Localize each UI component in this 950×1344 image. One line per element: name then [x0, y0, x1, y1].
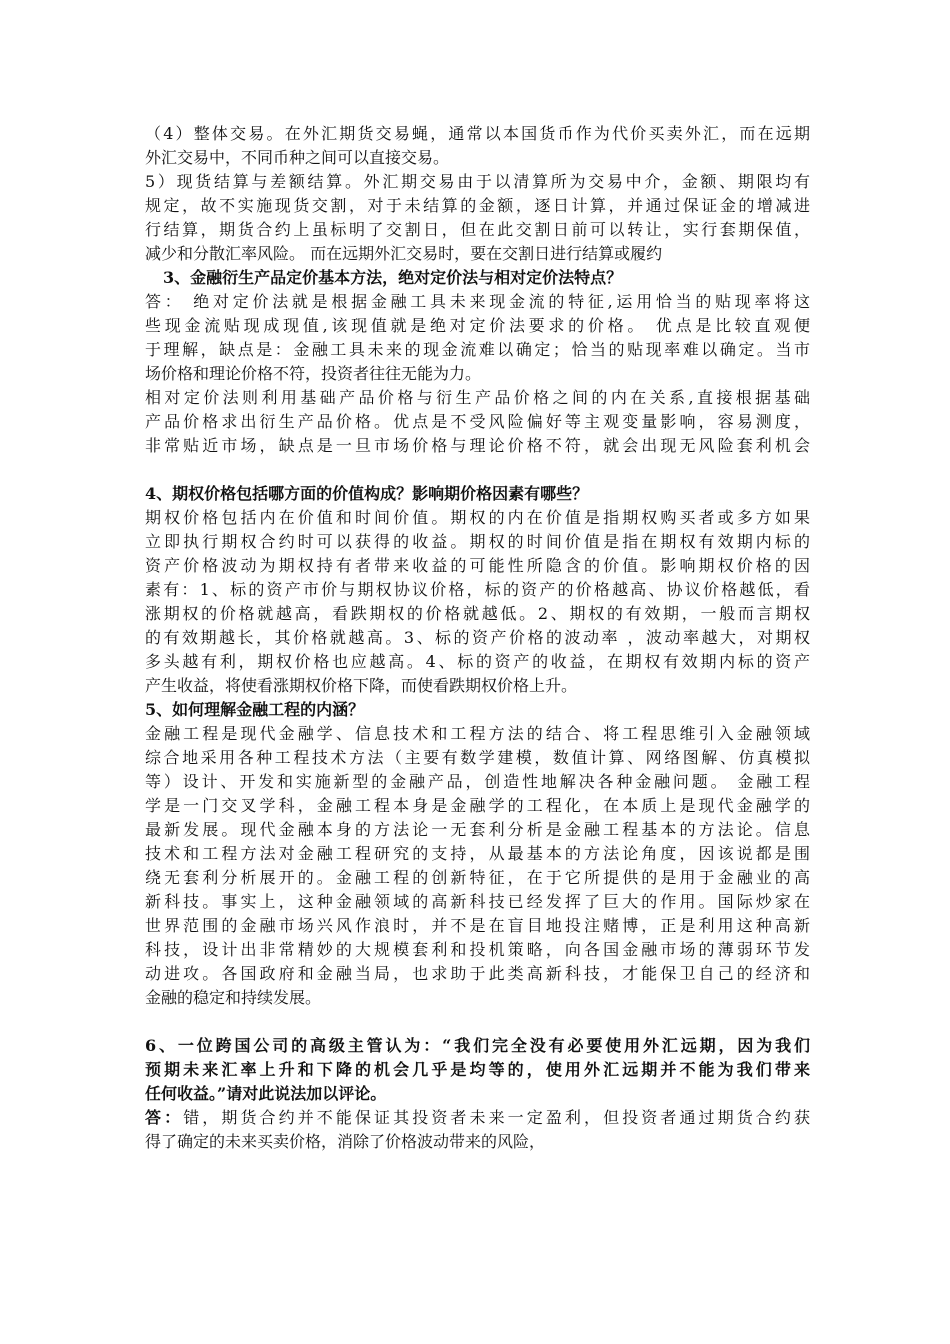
text-line: 场价格和理论价格不符，投资者往往无能为力。 [145, 364, 482, 383]
text-line: 多头越有利，期权价格也应越高。4、标的资产的收益，在期权有效期内标的资产 [145, 652, 810, 671]
question-5-heading: 5、如何理解金融工程的内涵？ [145, 700, 365, 719]
text-line: 立即执行期权合约时可以获得的收益。期权的时间价值是指在期权有效期内标的 [145, 532, 810, 551]
question-6-answer [145, 1106, 810, 1154]
text-line [145, 1106, 810, 1130]
text-line: 科技，设计出非常精妙的大规模套利和投机策略，向各国金融市场的薄弱环节发 [145, 940, 810, 959]
text-line: 相对定价法则利用基础产品价格与衍生产品价格之间的内在关系,直接根据基础 [145, 388, 810, 407]
text-line: 涨期权的价格就越高，看跌期权的价格就越低。2、期权的有效期，一般而言期权 [145, 604, 810, 623]
text-line: 金融工程是现代金融学、信息技术和工程方法的结合、将工程思维引入金融领域 [145, 724, 810, 743]
text-line: 非常贴近市场，缺点是一旦市场价格与理论价格不符，就会出现无风险套利机会 [145, 436, 810, 455]
text-line: 任何收益。”请对此说法加以评论。 [145, 1084, 387, 1103]
text-line: 学是一门交叉学科，金融工程本身是金融学的工程化，在本质上是现代金融学的 [145, 796, 810, 815]
answer-text: 错，期货合约并不能保证其投资者未来一定盈利，但投资者通过期货合约获 [183, 1108, 810, 1127]
text-line: 规定，故不实施现货交割，对于未结算的金额，逐日计算，并通过保证金的增减进 [145, 196, 810, 215]
paragraph-spot-settlement [145, 170, 810, 266]
text-line: 的有效期越长，其价格就越高。3、标的资产价格的波动率 ，波动率越大，对期权 [145, 628, 810, 647]
text-line: 技术和工程方法对金融工程研究的支持，从最基本的方法论角度，因该说都是围 [145, 844, 810, 863]
question-5-answer [145, 722, 810, 1010]
text-line: 产品价格求出衍生产品价格。优点是不受风险偏好等主观变量影响，容易测度， [145, 412, 810, 431]
answer-label: 答： [145, 1108, 184, 1127]
blank-line [145, 1010, 810, 1034]
text-line: （4）整体交易。在外汇期货交易蝇，通常以本国货币作为代价买卖外汇，而在远期 [145, 124, 810, 143]
text-line: 资产价格波动为期权持有者带来收益的可能性所隐含的价值。影响期权价格的因 [145, 556, 810, 575]
text-line: 等）设计、开发和实施新型的金融产品，创造性地解决各种金融问题。 金融工程 [145, 772, 810, 791]
text-line: 世界范围的金融市场兴风作浪时，并不是在盲目地投注赌博，正是利用这种高新 [145, 916, 810, 935]
question-3-heading: 3、金融衍生产品定价基本方法，绝对定价法与相对定价法特点？ [163, 268, 623, 287]
question-3-answer-relative [145, 386, 810, 458]
text-line: 减少和分散汇率风险。 而在远期外汇交易时，要在交割日进行结算或履约 [145, 244, 663, 263]
text-line: 新科技。事实上，这种金融领域的高新科技已经发挥了巨大的作用。国际炒家在 [145, 892, 810, 911]
text-line: 金融的稳定和持续发展。 [145, 988, 322, 1007]
text-line: 外汇交易中，不同币种之间可以直接交易。 [145, 148, 450, 167]
text-line: 动进攻。各国政府和金融当局，也求助于此类高新科技，才能保卫自己的经济和 [145, 964, 810, 983]
text-line: 期权价格包括内在价值和时间价值。期权的内在价值是指期权购买者或多方如果 [145, 508, 810, 527]
document-page [145, 122, 810, 1154]
blank-line [145, 458, 810, 482]
text-line: 最新发展。现代金融本身的方法论一无套利分析是金融工程基本的方法论。信息 [145, 820, 810, 839]
question-4-answer [145, 506, 810, 698]
text-line: 绕无套利分析展开的。金融工程的创新特征，在于它所提供的是用于金融业的高 [145, 868, 810, 887]
question-3-answer-absolute [145, 290, 810, 386]
question-6-heading [145, 1034, 810, 1106]
text-line: 些现金流贴现成现值,该现值就是绝对定价法要求的价格。 优点是比较直观便 [145, 316, 810, 335]
text-line: 预期未来汇率上升和下降的机会几乎是均等的，使用外汇远期并不能为我们带来 [145, 1060, 810, 1079]
text-line: 行结算，期货合约上虽标明了交割日，但在此交割日前可以转让，实行套期保值， [145, 220, 810, 239]
text-line: 产生收益，将使看涨期权价格下降，而使看跌期权价格上升。 [145, 676, 578, 695]
text-line: 答： 绝对定价法就是根据金融工具未来现金流的特征,运用恰当的贴现率将这 [145, 292, 810, 311]
text-line: 5）现货结算与差额结算。外汇期交易由于以清算所为交易中介，金额、期限均有 [145, 172, 810, 191]
text-line: 于理解，缺点是：金融工具未来的现金流难以确定；恰当的贴现率难以确定。当市 [145, 340, 810, 359]
question-4-heading: 4、期权价格包括哪方面的价值构成？影响期价格因素有哪些？ [145, 484, 589, 503]
text-line: 得了确定的未来买卖价格，消除了价格波动带来的风险， [145, 1132, 546, 1151]
text-line: 6、一位跨国公司的高级主管认为：“我们完全没有必要使用外汇远期，因为我们 [145, 1036, 810, 1055]
paragraph-overall-trading [145, 122, 810, 170]
text-line: 综合地采用各种工程技术方法（主要有数学建模，数值计算、网络图解、仿真模拟 [145, 748, 810, 767]
text-line: 素有：1、标的资产市价与期权协议价格，标的资产的价格越高、协议价格越低，看 [145, 580, 810, 599]
